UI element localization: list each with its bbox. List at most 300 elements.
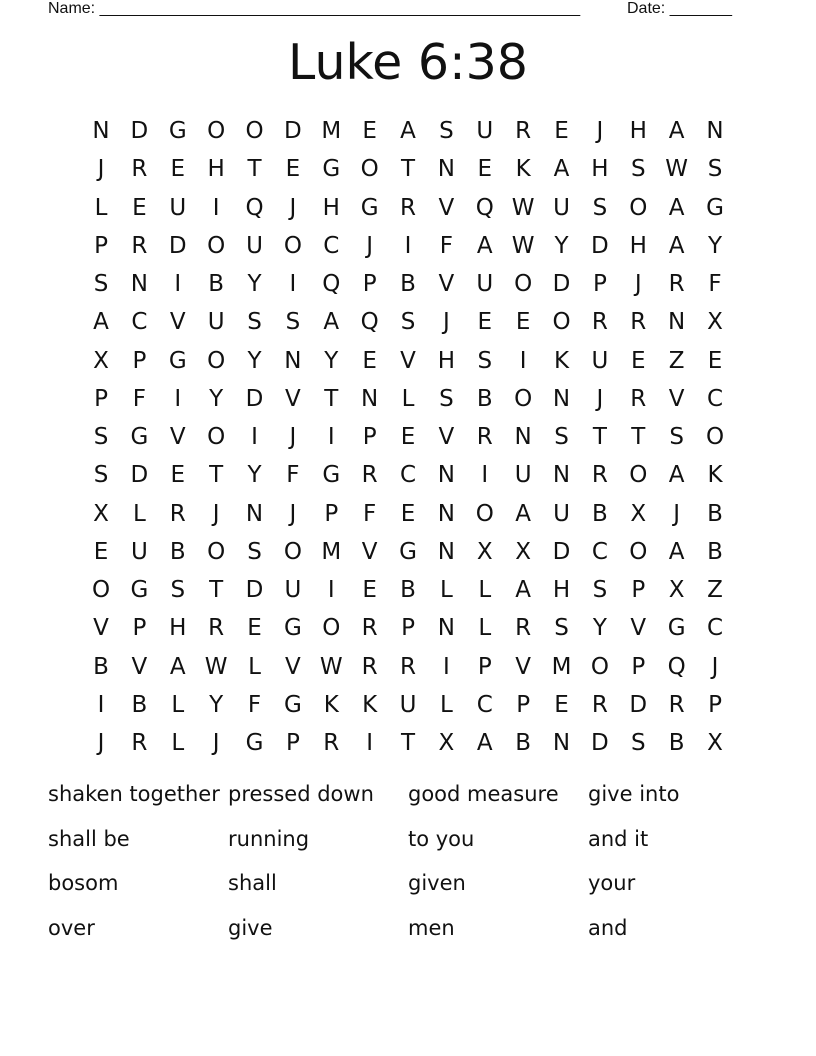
grid-letter[interactable]: X [707,309,723,336]
date-field[interactable]: Date: _______ [627,0,732,17]
grid-letter[interactable]: O [705,424,725,450]
grid-letter[interactable]: O [207,232,226,259]
grid-letter[interactable]: H [207,156,225,183]
grid-letter[interactable]: R [169,500,186,527]
grid-letter[interactable]: N [437,462,455,489]
grid-row [82,266,732,304]
grid-letter[interactable]: U [476,271,494,297]
grid-letter[interactable]: N [130,271,148,297]
grid-letter[interactable]: S [247,538,262,565]
grid-letter[interactable]: I [442,653,450,680]
grid-letter[interactable]: V [515,653,531,680]
grid-letter[interactable]: I [366,730,374,756]
grid-letter[interactable]: G [667,615,686,642]
grid-letter[interactable]: P [324,500,339,527]
grid-letter[interactable]: U [207,309,225,336]
grid-letter[interactable]: P [132,347,147,374]
grid-letter[interactable]: D [130,118,149,144]
word-list-item: to you [408,826,475,851]
grid-letter[interactable]: K [707,462,723,489]
grid-letter[interactable]: T [209,577,224,603]
grid-letter[interactable]: N [437,500,455,527]
grid-letter[interactable]: X [93,500,109,527]
grid-letter[interactable]: R [515,118,532,144]
grid-letter[interactable]: J [634,271,642,297]
grid-letter[interactable]: R [591,691,608,718]
grid-letter[interactable]: S [592,577,608,603]
grid-letter[interactable]: T [400,156,416,183]
grid-letter[interactable]: W [511,194,535,221]
grid-letter[interactable]: R [630,309,647,336]
grid-letter[interactable]: A [93,309,109,336]
grid-letter[interactable]: Q [322,271,341,297]
grid-letter[interactable]: G [322,156,341,183]
grid-letter[interactable]: N [552,730,571,756]
grid-letter[interactable]: C [591,538,608,565]
grid-letter[interactable]: R [323,730,340,756]
grid-letter[interactable]: I [519,347,527,374]
grid-letter[interactable]: I [174,271,182,297]
grid-letter[interactable]: Q [667,653,686,680]
grid-letter[interactable]: N [437,156,455,183]
grid-letter[interactable]: I [174,385,182,412]
grid-letter[interactable]: D [245,577,264,603]
grid-letter[interactable]: N [437,615,455,642]
grid-letter[interactable]: P [94,232,108,259]
grid-letter[interactable]: G [399,538,417,565]
grid-letter[interactable]: W [319,653,343,680]
worksheet-header [48,0,748,20]
grid-letter[interactable]: D [629,691,648,718]
grid-letter[interactable]: P [132,615,147,642]
grid-letter[interactable]: V [131,653,148,680]
grid-letter[interactable]: I [97,691,105,718]
grid-letter[interactable]: C [323,232,340,259]
grid-letter[interactable]: N [706,118,724,144]
grid-letter[interactable]: F [708,271,722,297]
grid-letter[interactable]: C [706,385,724,412]
grid-letter[interactable]: J [289,194,297,221]
grid-letter[interactable]: J [289,424,297,450]
grid-letter[interactable]: B [707,538,723,565]
grid-letter[interactable]: Q [360,309,379,336]
grid-letter[interactable]: L [478,577,492,603]
grid-letter[interactable]: O [207,347,226,374]
grid-letter[interactable]: D [168,232,187,259]
grid-letter[interactable]: S [93,424,109,450]
grid-letter[interactable]: L [478,615,492,642]
grid-letter[interactable]: E [630,347,646,374]
grid-letter[interactable]: O [360,156,379,183]
grid-letter[interactable]: J [596,385,604,412]
grid-letter[interactable]: A [668,538,685,565]
grid-letter[interactable]: O [514,385,533,412]
grid-letter[interactable]: O [629,462,648,489]
grid-letter[interactable]: B [131,691,148,718]
grid-letter[interactable]: P [362,271,377,297]
grid-letter[interactable]: L [248,653,261,680]
grid-letter[interactable]: D [552,538,571,565]
grid-letter[interactable]: R [591,309,608,336]
grid-letter[interactable]: P [285,730,300,756]
grid-letter[interactable]: U [246,232,263,259]
grid-letter[interactable]: H [322,194,340,221]
grid-letter[interactable]: E [362,118,377,144]
grid-letter[interactable]: B [169,538,186,565]
grid-letter[interactable]: B [93,653,109,680]
grid-letter[interactable]: A [515,577,531,603]
grid-letter[interactable]: E [554,691,569,718]
grid-letter[interactable]: N [437,538,455,565]
grid-letter[interactable]: O [207,424,226,450]
grid-letter[interactable]: V [93,615,109,642]
grid-letter[interactable]: J [289,500,297,527]
grid-letter[interactable]: O [590,653,609,680]
grid-letter[interactable]: O [514,271,533,297]
grid-letter[interactable]: R [361,462,378,489]
word-list-item: pressed down [228,782,374,806]
grid-letter[interactable]: O [207,538,226,565]
word-list [48,777,768,957]
grid-letter[interactable]: G [283,691,302,718]
grid-letter[interactable]: U [169,194,187,221]
grid-letter[interactable]: R [361,653,378,680]
grid-letter[interactable]: F [247,691,262,718]
grid-letter[interactable]: S [247,309,262,336]
grid-letter[interactable]: N [552,462,571,489]
grid-letter[interactable]: J [97,156,105,183]
grid-letter[interactable]: V [438,271,455,297]
grid-letter[interactable]: A [169,653,186,680]
grid-letter[interactable]: L [401,385,415,412]
grid-letter[interactable]: O [322,615,341,642]
grid-letter[interactable]: B [208,271,225,297]
grid-letter[interactable]: R [515,615,532,642]
grid-letter[interactable]: R [131,730,148,756]
grid-letter[interactable]: K [362,691,378,718]
grid-letter[interactable]: G [245,730,264,756]
grid-letter[interactable]: B [400,271,416,297]
grid-letter[interactable]: T [209,462,224,489]
grid-letter[interactable]: A [668,194,685,221]
grid-letter[interactable]: S [707,156,723,183]
grid-letter[interactable]: E [707,347,723,374]
grid-letter[interactable]: D [591,232,609,259]
grid-letter[interactable]: N [92,118,110,144]
grid-letter[interactable]: E [400,500,416,527]
grid-letter[interactable]: U [553,500,570,527]
grid-letter[interactable]: E [170,462,186,489]
grid-row [82,610,732,648]
grid-letter[interactable]: S [630,730,646,756]
grid-letter[interactable]: J [711,653,719,680]
grid-letter[interactable]: P [362,424,377,450]
grid-letter[interactable]: G [130,424,149,450]
grid-letter[interactable]: T [324,385,339,412]
grid-letter[interactable]: M [321,118,342,144]
grid-letter[interactable]: V [169,424,186,450]
grid-letter[interactable]: X [515,538,531,565]
grid-letter[interactable]: P [708,691,722,718]
grid-letter[interactable]: M [551,653,572,680]
grid-letter[interactable]: K [323,691,339,718]
grid-letter[interactable]: G [168,347,187,374]
grid-letter[interactable]: Y [247,462,262,489]
grid-letter[interactable]: T [631,424,646,450]
grid-letter[interactable]: S [285,309,301,336]
grid-letter[interactable]: J [596,118,604,144]
grid-letter[interactable]: O [629,194,648,221]
grid-letter[interactable]: I [481,462,489,489]
grid-letter[interactable]: E [285,156,301,183]
grid-letter[interactable]: H [552,577,571,603]
grid-letter[interactable]: S [400,309,416,336]
grid-letter[interactable]: T [592,424,607,450]
grid-letter[interactable]: I [327,424,335,450]
grid-letter[interactable]: L [439,691,453,718]
grid-letter[interactable]: V [285,653,301,680]
grid-letter[interactable]: I [404,232,412,259]
grid-letter[interactable]: O [91,577,111,603]
grid-letter[interactable]: G [322,462,341,489]
grid-letter[interactable]: E [477,309,493,336]
grid-letter[interactable]: I [212,194,220,221]
grid-letter[interactable]: E [362,347,377,374]
grid-letter[interactable]: S [93,462,109,489]
grid-letter[interactable]: A [668,462,685,489]
grid-letter[interactable]: I [289,271,297,297]
grid-letter[interactable]: Y [247,347,262,374]
grid-letter[interactable]: L [132,500,146,527]
grid-letter[interactable]: Y [324,347,339,374]
grid-letter[interactable]: G [360,194,379,221]
grid-letter[interactable]: B [591,500,608,527]
grid-letter[interactable]: E [93,538,109,565]
grid-letter[interactable]: U [553,194,570,221]
grid-letter[interactable]: J [673,500,681,527]
grid-letter[interactable]: L [94,194,108,221]
grid-letter[interactable]: S [592,194,608,221]
grid-letter[interactable]: P [94,385,108,412]
grid-letter[interactable]: E [170,156,186,183]
grid-letter[interactable]: D [591,730,609,756]
grid-letter[interactable]: V [361,538,378,565]
grid-letter[interactable]: Y [707,232,723,259]
grid-letter[interactable]: D [130,462,149,489]
grid-letter[interactable]: P [477,653,492,680]
grid-letter[interactable]: R [208,615,225,642]
grid-letter[interactable]: Y [554,232,569,259]
grid-letter[interactable]: J [212,730,220,756]
grid-letter[interactable]: E [132,194,147,221]
grid-letter[interactable]: V [438,424,455,450]
grid-letter[interactable]: K [553,347,570,374]
grid-letter[interactable]: R [361,615,378,642]
grid-letter[interactable]: H [169,615,187,642]
grid-letter[interactable]: A [400,118,416,144]
grid-letter[interactable]: B [707,500,723,527]
grid-letter[interactable]: R [400,653,416,680]
grid-letter[interactable]: Y [592,615,607,642]
grid-letter[interactable]: R [668,271,685,297]
grid-letter[interactable]: J [212,500,220,527]
grid-letter[interactable]: B [668,730,685,756]
grid-letter[interactable]: B [476,385,493,412]
grid-letter[interactable]: L [171,730,185,756]
grid-letter[interactable]: O [552,309,571,336]
grid-letter[interactable]: R [668,691,685,718]
grid-letter[interactable]: C [131,309,148,336]
grid-letter[interactable]: S [669,424,684,450]
grid-letter[interactable]: D [552,271,571,297]
grid-letter[interactable]: S [554,424,569,450]
grid-letter[interactable]: S [439,118,454,144]
grid-letter[interactable]: Y [209,691,224,718]
grid-letter[interactable]: C [399,462,417,489]
grid-letter[interactable]: A [553,156,570,183]
grid-letter[interactable]: N [245,500,264,527]
grid-letter[interactable]: N [284,347,302,374]
grid-letter[interactable]: X [630,500,647,527]
grid-letter[interactable]: Y [247,271,262,297]
grid-letter[interactable]: U [130,538,148,565]
grid-letter[interactable]: S [630,156,646,183]
grid-letter[interactable]: X [476,538,493,565]
grid-letter[interactable]: D [284,118,302,144]
grid-letter[interactable]: F [363,500,377,527]
grid-letter[interactable]: G [706,194,724,221]
grid-letter[interactable]: K [515,156,531,183]
grid-letter[interactable]: S [477,347,493,374]
grid-letter[interactable]: I [251,424,258,450]
grid-letter[interactable]: U [514,462,532,489]
grid-letter[interactable]: S [439,385,454,412]
grid-letter[interactable]: O [283,232,302,259]
grid-letter[interactable]: H [629,232,647,259]
grid-letter[interactable]: A [323,309,340,336]
grid-letter[interactable]: O [207,118,226,144]
grid-letter[interactable]: R [476,424,493,450]
grid-letter[interactable]: S [554,615,569,642]
grid-letter[interactable]: S [170,577,186,603]
grid-letter[interactable]: Z [668,347,685,374]
grid-letter[interactable]: Y [209,385,224,412]
grid-letter[interactable]: A [668,118,685,144]
grid-letter[interactable]: W [511,232,535,259]
grid-letter[interactable]: Q [475,194,494,221]
grid-letter[interactable]: T [247,156,262,183]
grid-letter[interactable]: L [439,577,453,603]
grid-letter[interactable]: S [93,271,109,297]
grid-letter[interactable]: W [665,156,688,183]
grid-letter[interactable]: U [399,691,417,718]
word-list-item: and [588,916,628,940]
grid-letter[interactable]: M [321,538,342,565]
grid-letter[interactable]: U [284,577,302,603]
grid-letter[interactable]: P [401,615,415,642]
grid-letter[interactable]: X [707,730,723,756]
grid-letter[interactable]: F [286,462,300,489]
grid-letter[interactable]: F [132,385,146,412]
grid-letter[interactable]: F [439,232,453,259]
grid-letter[interactable]: R [131,156,148,183]
grid-letter[interactable]: V [630,615,647,642]
grid-letter[interactable]: E [400,424,416,450]
grid-letter[interactable]: C [476,691,493,718]
grid-letter[interactable]: V [668,385,685,412]
grid-letter[interactable]: O [475,500,494,527]
name-field[interactable]: Name: ______________________________________________________ [48,0,581,17]
grid-letter[interactable]: G [283,615,302,642]
grid-letter[interactable]: P [516,691,531,718]
grid-letter[interactable]: A [515,500,531,527]
grid-letter[interactable]: J [97,730,105,756]
grid-letter[interactable]: H [591,156,609,183]
grid-letter[interactable]: P [592,271,607,297]
grid-letter[interactable]: A [476,232,493,259]
grid-letter[interactable]: I [327,577,335,603]
grid-letter[interactable]: A [476,730,493,756]
grid-letter[interactable]: O [629,538,648,565]
grid-letter[interactable]: V [400,347,416,374]
grid-letter[interactable]: E [362,577,377,603]
grid-letter[interactable]: X [438,730,455,756]
grid-letter[interactable]: T [400,730,416,756]
grid-letter[interactable]: J [366,232,374,259]
grid-letter[interactable]: C [706,615,724,642]
grid-letter[interactable]: R [591,462,608,489]
grid-letter[interactable]: X [93,347,109,374]
grid-letter[interactable]: N [361,385,379,412]
grid-letter[interactable]: N [514,424,532,450]
grid-letter[interactable]: E [477,156,493,183]
grid-letter[interactable]: P [631,577,646,603]
word-search-grid [82,113,732,763]
grid-letter[interactable]: A [668,232,685,259]
grid-letter[interactable]: H [437,347,456,374]
grid-letter[interactable]: O [245,118,264,144]
grid-letter[interactable]: B [515,730,532,756]
grid-letter[interactable]: W [204,653,228,680]
grid-letter[interactable]: N [668,309,686,336]
grid-letter[interactable]: L [171,691,185,718]
grid-letter[interactable]: E [247,615,262,642]
grid-letter[interactable]: U [476,118,494,144]
grid-letter[interactable]: P [631,653,646,680]
grid-letter[interactable]: X [668,577,685,603]
grid-letter[interactable]: Z [707,577,723,603]
grid-letter[interactable]: O [283,538,302,565]
grid-letter[interactable]: V [438,194,455,221]
grid-letter[interactable]: H [629,118,647,144]
grid-letter[interactable]: U [591,347,609,374]
grid-letter[interactable]: N [552,385,571,412]
grid-letter[interactable]: E [554,118,569,144]
grid-letter[interactable]: B [400,577,416,603]
grid-letter[interactable]: E [515,309,531,336]
grid-letter[interactable]: V [169,309,186,336]
grid-letter[interactable]: R [400,194,416,221]
grid-letter[interactable]: R [630,385,647,412]
grid-letter[interactable]: J [442,309,450,336]
grid-letter[interactable]: R [131,232,148,259]
grid-letter[interactable]: G [130,577,149,603]
grid-letter[interactable]: D [245,385,264,412]
grid-letter[interactable]: Q [245,194,264,221]
word-list-item: good measure [408,782,559,806]
grid-letter[interactable]: V [285,385,301,412]
grid-letter[interactable]: G [168,118,187,144]
